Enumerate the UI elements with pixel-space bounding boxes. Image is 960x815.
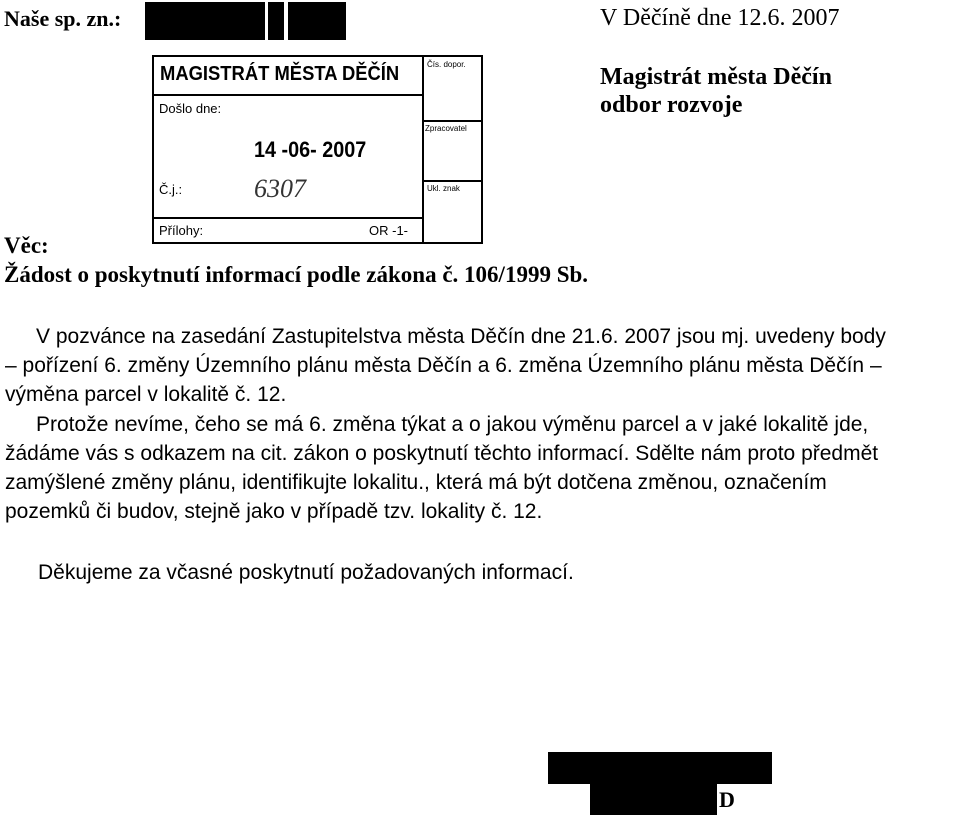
stamp-received-label: Došlo dne:: [159, 101, 222, 116]
stamp-attachments-label: Přílohy:: [159, 223, 204, 238]
stamp-department-code: OR -1-: [369, 223, 408, 238]
redacted-reference-block-2: [268, 2, 284, 40]
redacted-signature-block-1: [548, 752, 772, 784]
stamp-file-mark-field: Ukl. znak: [427, 184, 460, 193]
recipient-name: Magistrát města Děčín: [600, 64, 832, 90]
body-p2-line-1: Protože nevíme, čeho se má 6. změna týkat a o jakou výměnu parcel a v jaké lokalitě jde,: [36, 413, 869, 436]
subject-label: Věc:: [4, 233, 49, 258]
stamp-divider-vertical: [422, 57, 424, 244]
body-p1-line-2: – pořízení 6. změny Územního plánu města Děčín a 6. změna Územního plánu města Děčín –: [5, 354, 882, 377]
stamp-received-date: 14 -06- 2007: [254, 137, 367, 162]
redacted-reference-block-1: [145, 2, 265, 40]
stamp-ref-handwritten: 6307: [254, 174, 306, 203]
recipient-department: odbor rozvoje: [600, 92, 743, 118]
stamp-title: MAGISTRÁT MĚSTA DĚČÍN: [160, 63, 400, 85]
signature-visible-letter: D: [719, 787, 735, 812]
closing-thanks: Děkujeme za včasné poskytnutí požadovaných informací.: [38, 561, 574, 584]
stamp-divider-right-1: [422, 120, 483, 122]
stamp-divider-right-2: [422, 180, 483, 182]
reference-number-label: Naše sp. zn.:: [4, 6, 122, 31]
letter-date: V Děčíně dne 12.6. 2007: [600, 5, 840, 31]
stamp-divider-title: [154, 94, 422, 96]
stamp-divider-bottom: [154, 217, 422, 219]
redacted-signature-block-2: [590, 784, 717, 815]
stamp-processor-field: Zpracovatel: [425, 124, 467, 133]
body-p2-line-2: žádáme vás s odkazem na cit. zákon o poskytnutí těchto informací. Sdělte nám proto předmět: [5, 442, 879, 465]
redacted-reference-block-3: [288, 2, 346, 40]
stamp-doc-number-field: Čís. dopor.: [427, 60, 466, 69]
body-p1-line-3: výměna parcel v lokalitě č. 12.: [5, 383, 287, 406]
body-p2-line-3: zamýšlené změny plánu, identifikujte lokalitu., která má být dotčena změnou, označením: [5, 471, 827, 494]
registry-stamp: [152, 55, 483, 244]
subject-title: Žádost o poskytnutí informací podle zákona č. 106/1999 Sb.: [4, 262, 589, 287]
body-p1-line-1: V pozvánce na zasedání Zastupitelstva města Děčín dne 21.6. 2007 jsou mj. uvedeny body: [36, 325, 886, 348]
body-p2-line-4: pozemků či budov, stejně jako v případě tzv. lokality č. 12.: [5, 500, 543, 523]
stamp-ref-label: Č.j.:: [159, 182, 183, 197]
